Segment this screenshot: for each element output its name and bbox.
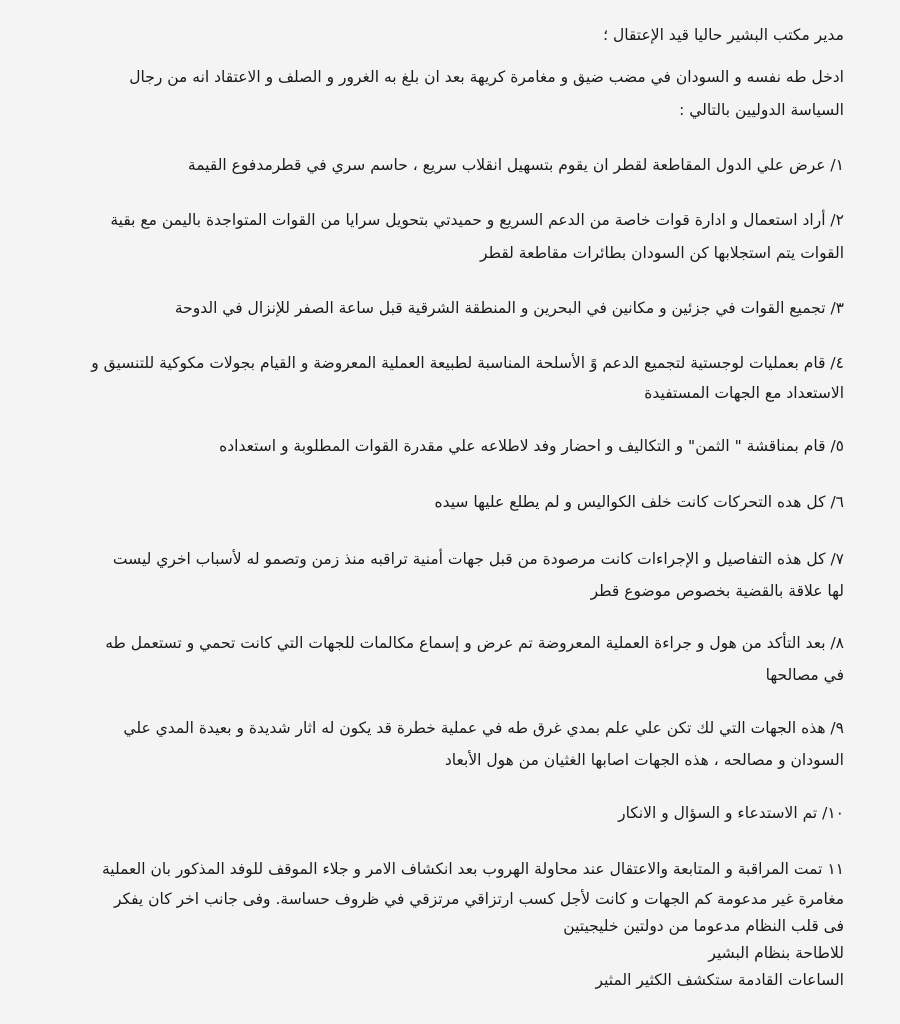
item-11-line-1: ١١ تمت المراقبة و المتابعة والاعتقال عند محاولة الهروب بعد انكشاف الامر و جلاء الموقف للوفد المذكور بان العملية — [101, 860, 844, 878]
item-5-line-1: ٥/ قام بمناقشة " الثمن" و التكاليف و احضار وفد لاطلاعه علي مقدرة القوات المطلوبة و استعداده — [219, 437, 844, 455]
item-9-line-2: السودان و مصالحه ، هذه الجهات اصابها الغثيان من هول الأبعاد — [444, 751, 844, 769]
item-2-line-1: ٢/ أراد استعمال و ادارة قوات خاصة من الدعم السريع و حميدتي بتحويل سرايا من القوات المتواجدة باليمن مع بقية — [110, 211, 844, 229]
item-8-line-2: في مصالحها — [765, 666, 844, 684]
intro-line-1: ادخل طه نفسه و السودان في مضب ضيق و مغامرة كريهة بعد ان بلغ به الغرور و الصلف و الاعتقاد انه من رجال — [129, 68, 844, 86]
item-11-line-4: للاطاحة بنظام البشير — [708, 944, 844, 962]
item-11-line-3: فى قلب النظام مدعوما من دولتين خليجيتين — [563, 917, 844, 935]
item-2-line-2: القوات يتم استجلابها كن السودان بطائرات مقاطعة لقطر — [480, 244, 844, 262]
item-1-line-1: ١/ عرض علي الدول المقاطعة لقطر ان يقوم بتسهيل انقلاب سريع ، حاسم سري في قطرمدفوع القيمة — [187, 156, 844, 174]
item-7-line-2: لها علاقة بالقضية بخصوص موضوع قطر — [590, 582, 844, 600]
item-9-line-1: ٩/ هذه الجهات التي لك تكن علي علم بمدي غرق طه في عملية خطرة قد يكون له اثار شديدة و بعيدة المدي علي — [123, 719, 844, 737]
item-4-line-1: ٤/ قام بعمليات لوجستية لتجميع الدعم وً الأسلحة المناسبة لطبيعة العملية المعروضة و القيام بجولات مكوكية للتنسيق و — [91, 354, 844, 372]
item-7-line-1: ٧/ كل هذه التفاصيل و الإجراءات كانت مرصودة من قبل جهات أمنية تراقبه منذ زمن وتصمو له لأسباب اخري ليست — [112, 550, 844, 568]
heading-line: مدير مكتب البشير حاليا قيد الإعتقال ؛ — [603, 26, 844, 44]
intro-line-2: السياسة الدوليين بالتالي : — [679, 101, 844, 119]
item-10-line-1: ١٠/ تم الاستدعاء و السؤال و الانكار — [618, 804, 844, 822]
item-4-line-2: الاستعداد مع الجهات المستفيدة — [644, 384, 844, 402]
item-11-line-2: مغامرة غير مدعومة كم الجهات و كانت لأجل كسب ارتزاقي مرتزقي في ظروف حساسة. وفى جانب اخر كان يفكر — [113, 890, 844, 908]
closing-line: الساعات القادمة ستكشف الكثير المثير — [595, 971, 844, 989]
item-8-line-1: ٨/ بعد التأكد من هول و جراءة العملية المعروضة تم عرض و إسماع مكالمات للجهات التي كانت تحمي و تستعمل طه — [105, 634, 844, 652]
item-3-line-1: ٣/ تجميع القوات في جزئين و مكانين في البحرين و المنطقة الشرقية قبل ساعة الصفر للإنزال في الدوحة — [174, 299, 844, 317]
item-6-line-1: ٦/ كل هده التحركات كانت خلف الكواليس و لم يطلع عليها سيده — [434, 493, 844, 511]
